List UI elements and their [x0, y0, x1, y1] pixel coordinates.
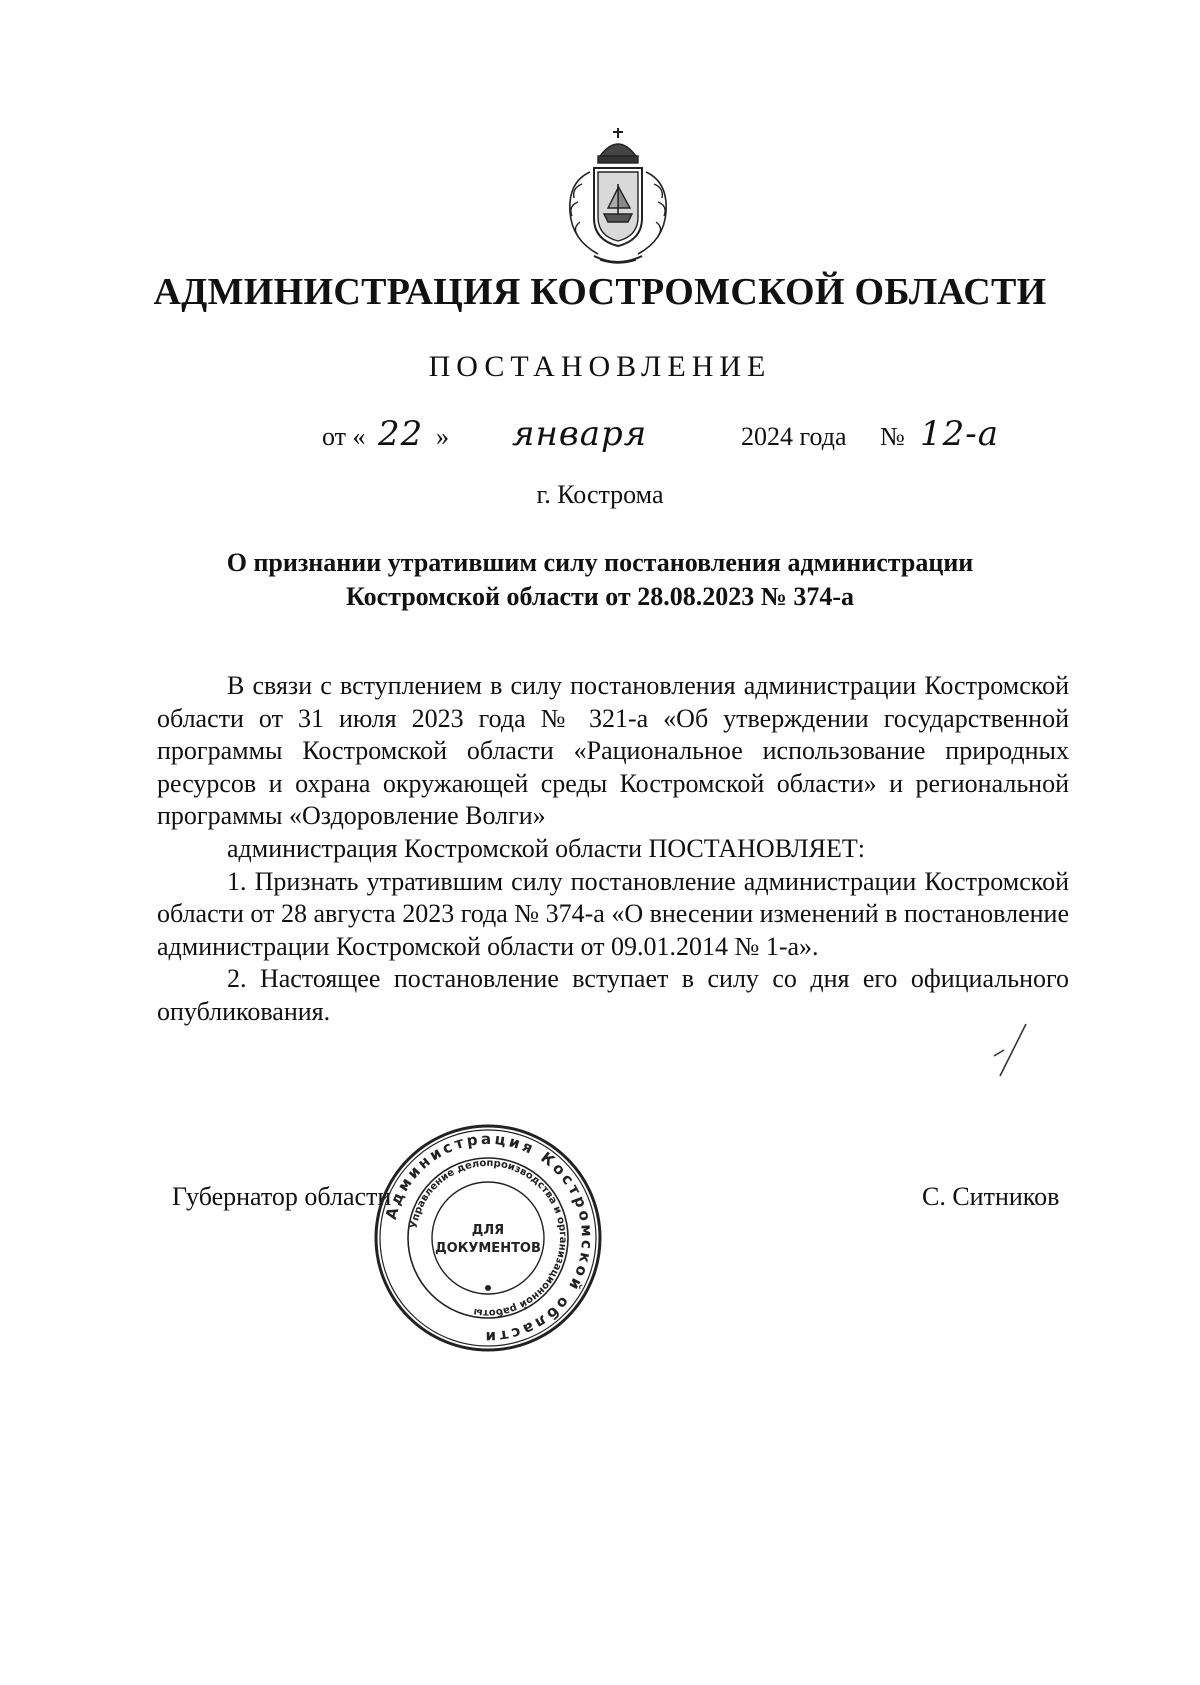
- signatory-name: С. Ситников: [922, 1182, 1060, 1211]
- date-line: [0, 416, 1200, 466]
- document-subject: [180, 546, 1020, 614]
- date-day: 22: [378, 414, 424, 454]
- coat-of-arms-icon: [548, 122, 688, 272]
- seal-outer-textpath: Администрация Костромской области: [381, 1129, 597, 1347]
- subject-line-2: Костромской области от 28.08.2023 № 374-а: [346, 582, 854, 611]
- body-paragraph-item-1: 1. Признать утратившим силу постановление администрации Костромской области от 28 августа 2023 года № 374-а «О внесении изменений в постановление администрации Костромской области от 09.01.2014 № 1-а».: [157, 866, 1069, 961]
- date-quote-close: »: [436, 422, 449, 451]
- document-body: [157, 670, 1069, 1029]
- date-prefix: от «: [322, 422, 366, 451]
- city: г. Кострома: [536, 480, 664, 509]
- seal-center-line-1: ДЛЯ: [471, 1223, 505, 1238]
- number-sign: №: [880, 422, 905, 451]
- organization-title: АДМИНИСТРАЦИЯ КОСТРОМСКОЙ ОБЛАСТИ: [153, 271, 1047, 313]
- document-type: ПОСТАНОВЛЕНИЕ: [428, 350, 772, 383]
- handwritten-tick-mark: [990, 1020, 1030, 1080]
- subject-line-1: О признании утратившим силу постановления администрации: [226, 548, 974, 577]
- body-paragraph-resolves: администрация Костромской области ПОСТАНОВЛЯЕТ:: [227, 833, 866, 863]
- official-seal: [372, 1122, 604, 1354]
- document-number: 12-а: [920, 414, 1000, 454]
- seal-inner-textpath: Управление делопроизводства и организационной работы: [408, 1157, 569, 1319]
- seal-center-line-2: ДОКУМЕНТОВ: [435, 1241, 541, 1256]
- body-paragraph-preamble: В связи с вступлением в силу постановления администрации Костромской области от 31 июля 2023 года № 321-а «Об утверждении государственной программы Костромской области «Рациональное использование природных ресурсов и охрана окружающей среды Костромской области» и региональной программы «Оздоровление Волги»: [157, 671, 1069, 831]
- date-month: января: [512, 414, 648, 454]
- date-year: 2024 года: [741, 422, 847, 451]
- signatory-position: Губернатор области: [172, 1182, 392, 1211]
- body-paragraph-item-2: 2. Настоящее постановление вступает в силу со дня его официального опубликования.: [157, 964, 1069, 1026]
